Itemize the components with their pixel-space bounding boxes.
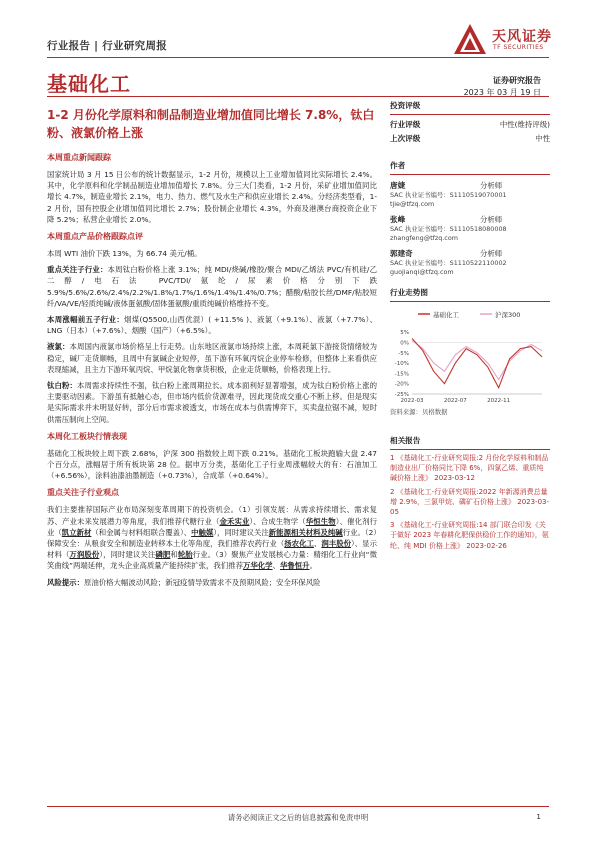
stock-wanrun: 万润股份 [69,550,100,560]
x-tick-label: 2022-11 [487,398,511,404]
rating-row-prev [390,130,550,144]
stock-huaheng: 华恒生物 [305,516,336,526]
author-entry [390,180,550,209]
main-column [47,152,377,588]
author-name: 唐婕 [390,181,406,190]
chlorine-paragraph [47,341,377,375]
rating-industry-value: 中性(维持评级) [499,120,550,129]
titanium-text: 本周需求持续性不强，钛白粉上涨周期拉长。成本面利好显著增强，成为钛白粉价格上涨的主要驱动因素。下游虽有抵触心态，但市场内低价货源难寻，因此现货成交重心不断上移。但是现实是实际需求并未明显好转，部分后市需求被透支，市场在成本与供需博弈下，买卖盘拉锯不减，短时供需压制向上空间。 [47,381,377,424]
rating-title: 投资评级 [390,100,550,115]
related-report-date: 2023-03-12 [434,474,475,483]
author-cert: SAC 执业证书编号：S1110519070001 [390,191,507,199]
author-entry [390,214,550,243]
author-cert: SAC 执业证书编号：S1110522110002 [390,259,507,267]
stock-jinhe: 金禾实业 [219,516,250,526]
y-tick-label: -20% [394,381,409,388]
views-text-5: ），同时建议关注 [213,527,269,537]
market-paragraph: 基础化工板块较上周下跌 2.68%，沪深 300 指数较上周下跌 0.21%。基础化工板块跑输大盘 2.47 个百分点，涨幅居于所有板块第 28 位。据申万分类，基础化工子行业周涨幅较大的有：石油加工（+6.56%），涂料油漆油墨制造（+0.73%），合成革（+0.64%）。 [47,448,377,481]
report-category: 行业报告 | 行业研究周报 [47,40,168,52]
author-email[interactable]: zhangfeng@tfzq.com [390,234,458,242]
stock-hualu: 华鲁恒升 [279,561,310,571]
rating-industry-label: 行业评级 [390,120,421,129]
doc-type: 证券研究报告 [493,76,541,85]
author-email[interactable]: guojianqi@tfzq.com [390,268,454,276]
top5-text: 烟煤(Q5500,山西优混）( +11.5% )、液氯（+9.1%）、液氯（+7.7%）、LNG（日本）（+7.6%）、烟酸（国产）（+6.5%）。 [47,315,377,336]
focus-phosphate: 磷肥 [155,550,171,560]
top5-lead: 本周涨幅前五子行业： [47,315,125,325]
y-tick-label: -5% [398,350,409,357]
top5-paragraph [47,314,377,336]
doc-date: 2023 年 03 月 19 日 [463,88,541,97]
related-report-title[interactable]: 3 《基础化工-行业研究周报:14 部门联合印发《关于做好 2023 年春耕化肥保供稳价工作的通知》，氨纶、纯 MDI 价格上涨》 [390,521,549,550]
views-text-3: ）、催化剂行业（ [47,516,377,537]
y-tick-label: 0% [400,340,409,347]
risk-text: 原油价格大幅波动风险；新冠疫情导致需求不及预期风险；安全环保风险 [83,577,321,587]
footer-disclaimer: 请务必阅读正文之后的信息披露和免责申明 [227,813,369,822]
subsector-text: 本周钛白粉价格上涨 3.1%；纯 MDI/烧碱/橡胶/聚合 MDI/乙烯法 PVC/有机硅/乙二醇/电石法 PVC/TDI/氨纶/尿素价格分别下跌 5.9%/5.6%/2.6%/2.4%/2.2%/1.8%/1.7%/1.6%/1.4%/1.4%/0.7%；醋酸/粘胶长丝/DMF/粘胶短纤/VA/VE/轻质纯碱/液体蛋氨酸/固体蛋氨酸/重质纯碱价格维持不变。 [47,265,377,308]
authors-list [390,180,550,277]
subsector-paragraph [47,264,377,309]
wti-paragraph: 本周 WTI 油价下跌 13%，为 66.74 美元/桶。 [47,249,202,259]
views-text-4: （和金属与材料组联合覆盖）、 [91,527,192,537]
report-headline: 1-2 月份化学原料和制品制造业增加值同比增长 7.8%，钛白粉、液氯价格上涨 [47,108,375,140]
page-number: 1 [536,812,541,821]
series-line-hs300 [412,340,542,379]
related-report-item[interactable] [390,453,550,484]
y-tick-label: -10% [394,361,409,368]
chlorine-text: 本周国内液氯市场价格呈上行走势。山东地区液氯市场持续上涨，本周耗氯下游接货情绪较为稳定，碱厂走货顺畅，且周中有氯碱企业短停，虽下游有环氧丙烷企业停车检修，但整体上来看供应表现缩减，且主力下游环氧丙烷、甲烷氯化物拿货积极，企业走货顺畅，价格表现上行。 [47,342,377,374]
focus-tire: 轮胎 [177,550,193,560]
views-text-7: 、 [313,539,322,549]
stock-wanhua: 万华化学 [243,561,273,571]
related-report-date: 2023-03-05 [390,497,550,517]
rating-prev-value: 中性 [535,134,550,143]
related-report-title[interactable]: 1 《基础化工-行业研究周报:2 月份化学原料和制品制造业出厂价格同比下降 6%，四氯乙烯、重质纯碱价格上涨》 [390,454,549,483]
series-line-chem [412,338,542,388]
author-entry [390,248,550,277]
section-title-market: 本周化工板块行情表现 [47,431,127,441]
risk-lead: 风险提示： [47,577,84,587]
views-text-12: 、 [272,561,280,571]
logo-subtext: TF SECURITIES [493,44,544,51]
views-text-6: 行业。（2）保障安全：从粮食安全和制造业转移本土化等角度，我们推荐农药行业（ [47,527,377,549]
author-cert: SAC 执业证书编号：S1110518080008 [390,225,507,233]
risk-paragraph [47,577,377,588]
focus-newenergy: 新能源相关材料及纯碱 [268,527,343,537]
sidebar [390,100,550,554]
author-role: 分析师 [480,249,503,258]
rating-prev-label: 上次评级 [390,134,421,143]
views-text-13: 。 [309,561,317,571]
views-text-11: 行业。（3）聚焦产业发展核心力量：精细化工行业向“微笑曲线”两端延伸，龙头企业高质量产能持续扩张，我们推荐 [47,550,377,571]
stock-kaili: 凯立新材 [61,527,92,537]
section-title-prices: 本周重点产品价格跟踪点评 [47,232,143,242]
related-report-title[interactable]: 2 《基础化工-行业研究周报:2022 年新源消费总量增 2.9%，三氯甲烷、磷矿石价格上涨》 [390,487,548,506]
author-role: 分析师 [480,215,503,224]
views-text-1: 我们主要推荐国际产业布局深刻变革周期下的投资机会。（1）引领发展：从需求持续增长、需求复苏、产业未来发展潜力等角度，我们推荐代糖行业（ [47,505,377,526]
footer-divider [47,806,549,807]
chart-source: 资料来源：贝格数据 [390,408,448,416]
views-text-10: 和 [170,550,178,560]
logo-icon [452,22,488,56]
author-name: 张峰 [390,215,406,224]
chlorine-lead: 液氯： [47,342,70,352]
subsector-lead: 重点关注子行业： [47,265,108,275]
author-role: 分析师 [480,181,503,190]
views-paragraph [47,504,377,571]
stock-zhongchumei: 中触媒 [191,527,214,537]
related-report-item[interactable] [390,520,550,551]
related-list [390,453,550,551]
related-report-date: 2023-02-26 [466,541,507,550]
titanium-paragraph [47,380,377,425]
sector-title: 基础化工 [47,72,131,96]
section-title-news: 本周重点新闻跟踪 [47,153,111,162]
legend-label: 基础化工 [433,311,459,319]
y-tick-label: -25% [394,392,409,398]
x-tick-label: 2022-07 [443,398,467,404]
views-text-8: ）、显示材料（ [47,539,377,560]
related-report-item[interactable] [390,487,550,518]
views-text-9: ），同时建议关注 [99,550,156,560]
titanium-lead: 钛白粉： [47,381,78,391]
author-name: 郭建奇 [390,249,413,258]
authors-title: 作者 [390,160,550,175]
stock-yangnong: 扬农化工 [284,539,314,549]
y-tick-label: -15% [394,371,409,378]
legend-label: 沪深300 [495,311,521,319]
logo-text: 天风证券 [492,29,552,45]
rating-row-industry [390,115,550,130]
x-tick-label: 2022-03 [400,398,424,404]
y-tick-label: 5% [400,330,409,337]
views-text-2: ）、合成生物学（ [249,516,306,526]
industry-trend-chart [390,306,550,406]
news-paragraph: 国家统计局 3 月 15 日公布的统计数据显示，1-2 月份，规模以上工业增加值同比实际增长 2.4%。其中，化学原料和化学制品制造业增加值增长 7.8%。分三大门类看，1-2 月份，采矿业增加值同比增长 4.7%，制造业增长 2.1%，电力、热力、燃气及水生产和供应业增长 2.4%。分经济类型看，1-2 月份，国有控股企业增加值同比增长 2.7%；股份制企业增长 4.3%，外商及港澳台商投资企业下降 5.2%；私营企业增长 2.0%。 [47,170,377,224]
author-email[interactable]: tjie@tfzq.com [390,200,435,208]
section-title-views: 重点关注子行业观点 [47,488,119,498]
related-title: 相关报告 [390,435,550,450]
chart-title: 行业走势图 [390,287,550,302]
stock-runfeng: 润丰股份 [321,539,352,549]
header-divider [47,57,549,58]
